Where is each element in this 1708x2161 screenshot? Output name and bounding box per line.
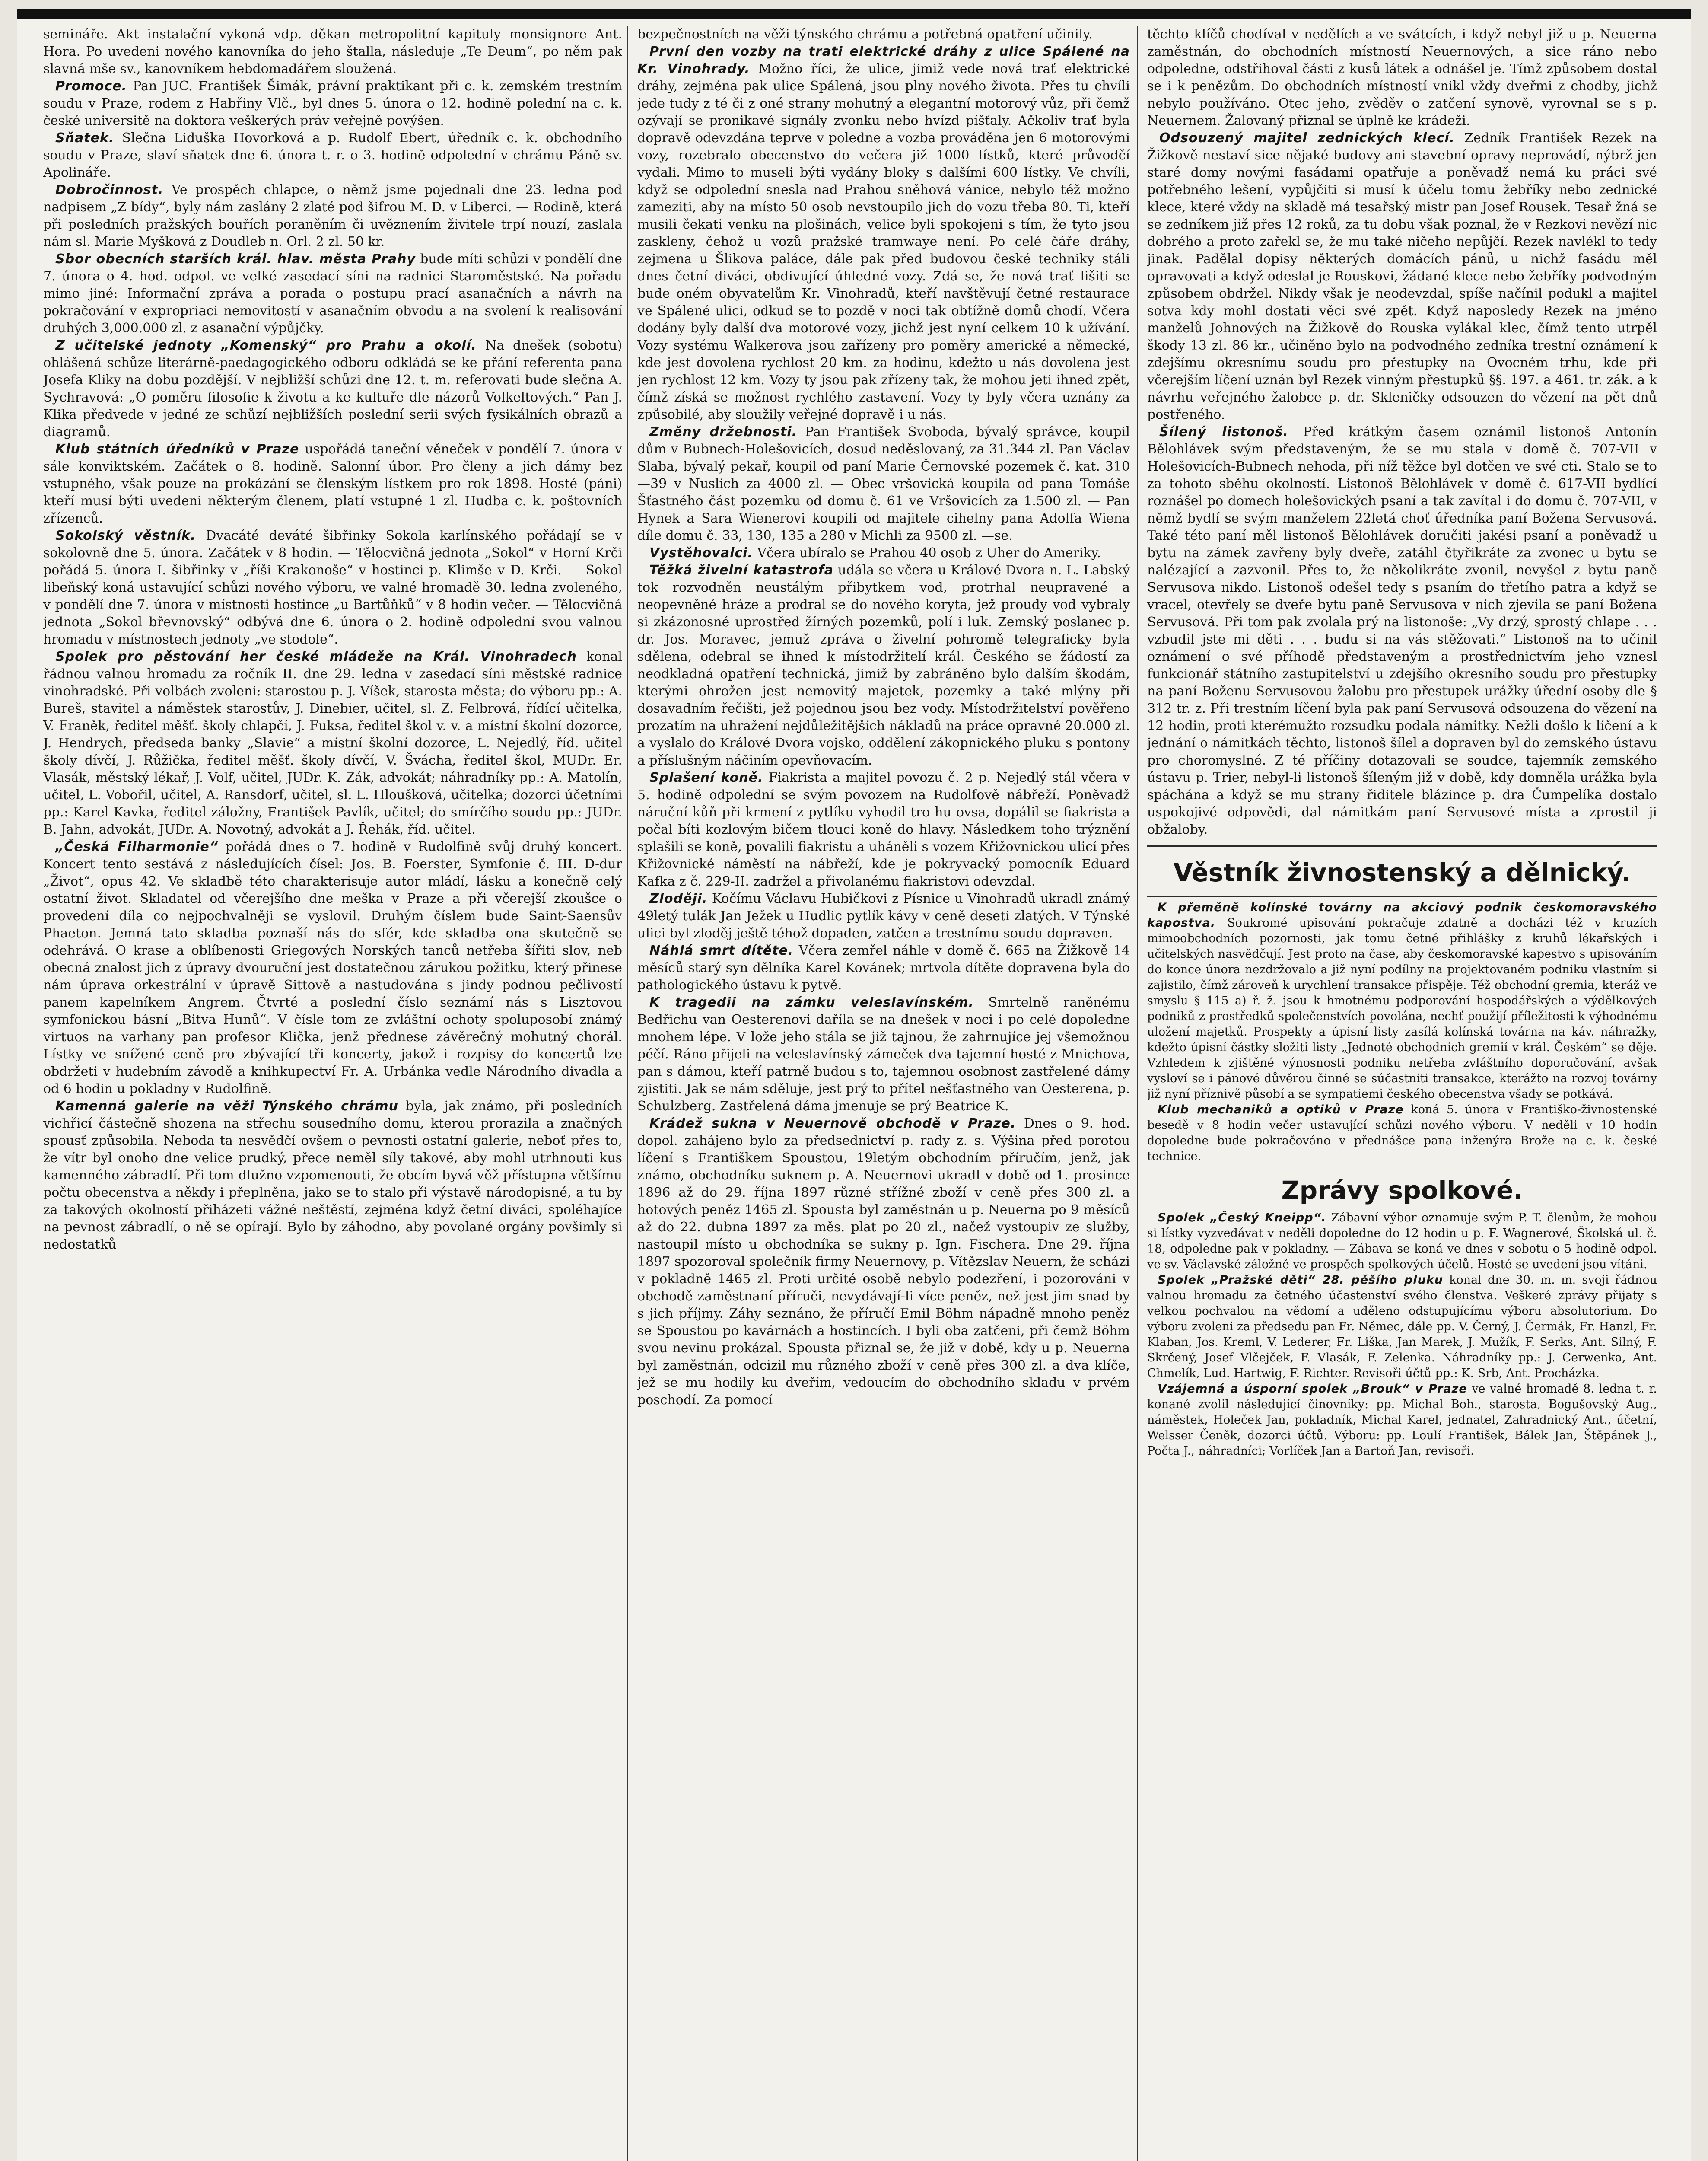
article-paragraph xyxy=(637,43,1130,424)
article-text: Dnes o 9. hod. dopol. zahájeno bylo za předsednictví p. rady z. s. Výšina před porotou líčení s Františkem Spoustou, 19letým obchodním příručím, jenž, jak známo, obchodníku suknem p. A. Neuernovi ukradl v době od 1. prosince 1896 až do 29. října 1897 různé střížné zboží v ceně přes 300 zl. a hotových peněz 1465 zl. Spousta byl zaměstnán u p. Neuerna po 9 měsíců až do 22. dubna 1897 za měs. plat po 20 zl., načež vystoupiv ze služby, nastoupil místo u obchodníka se sukny p. Ign. Fischera. Dne 29. října 1897 spozoroval společník firmy Neuernovy, p. Vítězslav Neuern, že scházi v pokladně 1465 zl. Proti určité osobě nebylo podezření, i pozorováni v obchodě zaměstnaní příruči, nevydávají-li více peněz, než jest jim snad by s jich příjmy. Záhy seznáno, že příručí Emil Böhm nápadně mnoho peněz se Spoustou po kavárnách a hostincích. I byli oba zatčeni, při čemž Böhm svou nevinu prokázal. Spousta přiznal se, že již v době, kdy u p. Neuerna byl zaměstnán, odcizil mu různého zboží v ceně přes 300 zl. a dva klíče, jež se mu hodily ku dveřím, vedoucím do obchodního skladu v prvém poschodí. Za pomocí xyxy=(637,1116,1130,1408)
article-text: byla, jak známo, při posledních vichřicí částečně shozena na střechu sousedního domu, kterou prorazila a značných spousť způsobila. Neboda ta nesvědčí ovšem o pevnosti ostatní galerie, neboť přes to, že vítr byl onoho dne velice prudký, přece neměl síly takové, aby mohl utrhnouti kus kamenného zábradlí. Při tom dlužno vzpomenouti, že obcím byvá věž přístupna většímu počtu obecenstva a někdy i přeplněna, jako se to stalo při výstavě národopisné, a tu by za takových okolností přiházeti vážné neštěstí, zejména když četní diváci, spoléhajíce na pevnost zábradlí, o ně se opírají. Bylo by záhodno, aby povolané orgány povšimly si nedostatků xyxy=(43,1099,622,1252)
article-text: těchto klíčů chodíval v nedělích a ve svátcích, i když nebyl již u p. Neuerna zaměstnán, do obchodních místností Neuernových, a sice ráno nebo odpoledne, odstřihoval části z kusů látek a odnášel je. Tímž způsobem dostal se i k penězům. Do obchodních místností vnikl vždy dveřmi z chodby, jichž nebylo používáno. Otec jeho, zvěděv o zatčení synově, vyrovnal se s p. Neuernem. Žalovaný přiznal se úplně ke krádeži. xyxy=(1147,27,1657,128)
article-text: Zábavní výbor oznamuje svým P. T. členům, že mohou si lístky vyzvedávat v neděli dopoledne do 12 hodin u p. F. Wagnerové, Školská ul. č. 18, odpoledne pak v pokladny. — Zábava se koná ve dnes v sobotu o 5 hodině odpol. ve sv. Václavské záložně ve prospěch spolkových účelů. Hosté se uvedení jsou vítáni. xyxy=(1147,1211,1657,1271)
article-paragraph xyxy=(43,1098,622,1253)
article-headline: Spolek pro pěstování her české mládeže na Král. Vinohradech xyxy=(55,649,577,664)
column-3-articles xyxy=(1147,26,1657,838)
article-headline: Spolek „Pražské děti“ 28. pěšího pluku xyxy=(1158,1273,1444,1287)
article-paragraph xyxy=(43,648,622,838)
article-text: bude míti schůzi v pondělí dne 7. února o 4. hod. odpol. ve velké zasedací síni na radnici Staroměstské. Na pořadu mimo jiné: Informační zpráva a porada o postupu prací asanačních a návrh na pokračování v expropriaci nemovitostí v asanačním obvodu a na svolení k realisování druhých 3,000.000 zl. z asanační výpůjčky. xyxy=(43,252,622,336)
article-headline: K přeměně kolínské továrny na akciový podnik českomoravského kapostva. xyxy=(1147,901,1657,930)
article-paragraph xyxy=(1147,1210,1657,1272)
article-paragraph xyxy=(637,562,1130,769)
column-divider xyxy=(1137,26,1138,2161)
section-title-spolky: Zprávy spolkové. xyxy=(1281,1176,1523,1205)
article-paragraph xyxy=(43,527,622,648)
article-headline: Sokolský věstník. xyxy=(55,528,196,543)
article-headline: Zloději. xyxy=(649,891,708,906)
article-paragraph xyxy=(43,130,622,182)
article-headline: Šílený listonoš. xyxy=(1159,424,1288,440)
article-headline: Klub státních úředníků v Praze xyxy=(55,442,299,457)
article-headline: „Česká Filharmonie“ xyxy=(55,839,219,854)
article-headline: Vzájemná a úsporní spolek „Brouk“ v Praze xyxy=(1158,1382,1467,1396)
article-paragraph xyxy=(1147,26,1657,130)
article-paragraph xyxy=(637,890,1130,942)
column-2 xyxy=(637,26,1130,2161)
article-text: Dvacáté deváté šibřinky Sokola karlínského pořádají se v sokolovně dne 5. února. Začátek v 8 hodin. — Tělocvičná jednota „Sokol“ v Horní Krči pořádá 5. února I. šibřinky v „říši Krakonoše“ v hostinci p. Klimše v D. Krči. — Sokol libeňský koná ustavující schůzi nového výboru, ve valné hromadě 30. ledna zvoleného, v pondělí dne 7. února v místnosti hostince „u Bartůňků“ v 8 hodin večer. — Tělocvičná jednota „Sokol břevnovský“ odbývá dne 6. února o 2. hodině odpolední svou valnou hromadu v místnostech jednoty „ve stodole“. xyxy=(43,528,622,647)
article-headline: První den vozby na trati elektrické dráhy z ulice Spálené na Kr. Vinohrady. xyxy=(637,44,1130,76)
article-paragraph xyxy=(1147,424,1657,838)
article-text: udála se včera u Králové Dvora n. L. Labský tok rozvodněn neustálým přibytkem vod, protrhal neupravené a neopevněné hráze a prodral se do nového koryta, jež proudy vod vybraly si zkázonosné uprostřed žírných pozemků, polí i luk. Zemský poslanec p. dr. Jos. Moravec, jemuž zpráva o živelní pohromě telegraficky byla sdělena, odebral se ihned k místodržitelí král. Českého se žádostí za neodkladná opatření technická, jimiž by zabráněno bylo dalším škodám, kterými ohrožen jest nemovitý majetek, pozemky a také mlýny při dosavadním řečišti, jež pojednou jsou bez vody. Místodržitelství pověřeno prozatím na uhražení nejdůležitějších nákladů na práce opravné 20.000 zl. a vyslalo do Králové Dvora vojsko, oddělení zákopnického pluku s pontony a příslušným náčiním opevňovacím. xyxy=(637,563,1130,768)
section-rule xyxy=(1147,896,1657,897)
article-paragraph xyxy=(637,26,1130,43)
article-headline: Vystěhovalci. xyxy=(649,545,753,561)
article-text: Zedník František Rezek na Žižkově nestaví sice nějaké budovy ani stavební opravy neprovádí, nýbrž jen staré domy novými fasádami opatřuje a poněvadž nemá ku práci své potřebného lešení, vypůjčiti si musí k účelu tomu žebříky nebo zednické klece, které vždy na skladě má tesařský mistr pan Josef Rousek. Tesař žná se se zedníkem již přes 12 roků, za tu dobu však poznal, že v Rezkovi nevězí nic dobrého a proto zařekl se, že mu také ničeho nepůjčí. Rezek navlékl to tedy jinak. Padělal dopisy některých domácích pánů, u nichž fasádu měl opravovati a když odeslal je Rouskovi, žádané klece nebo žebříky podvodným způsobem obdržel. Nikdy však je neodevzdal, spíše načínil podukl a majitel sotva kdy mohl dostati věci své zpět. Když naposledy Rezek na jméno manželů Johnových na Žižkově do Rouska vylákal klec, čímž tento utrpěl škody 13 zl. 86 kr., učiněno bylo na podvodného zedníka trestní oznámení k zdejšímu okresnímu soudu pro přestupky na Ovocném trhu, kde při včerejším líčení uznán byl Rezek vinným přestupků §§. 197. a 461. tr. zák. a k návrhu veřejného žalobce p. dr. Skleničky odsouzen do vězení na pět dnů postřeného. xyxy=(1147,131,1657,422)
article-paragraph xyxy=(43,441,622,527)
article-paragraph xyxy=(637,769,1130,890)
article-text: Možno říci, že ulice, jimiž vede nová trať elektrické dráhy, zejména pak ulice Spálená, jsou plny nového života. Přes tu chvíli jede tudy z té či z oné strany mohutný a elegantní motorový vůz, při čemž ozývají se pronikavé signály zvonku nebo hvízd píšťaly. Ačkoliv trať byla dopravě odevzdána teprve v poledne a vozba prováděna jen 6 motorovými vozy, rozebralo obecenstvo do večera již 1000 lístků, které průvodčí vydali. Mimo to museli býti vydány bloky s dalšími 600 lístky. Ve chvíli, když se odpolední snesla nad Prahou sněhová vánice, nebylo též možno zameziti, aby na místo 50 osob nevstoupilo jich do vozu třeba 80. Ti, kteří musili čekati venku na plošinách, velice byli spokojeni s tím, že tyto jsou zaskleny, čehož u vozů pražské tramwaye není. Po celé čáře dráhy, zejmena u Šlikova paláce, dále pak před budovou české techniky stáli dnes četní diváci, obdivující úhledné vozy. Zdá se, že nová trať lišiti se bude oném obyvatelům Kr. Vinohradů, kteří navštěvují četné restaurace ve Spálené ulici, odkud se to pozdě v noci tak obtížně domů chodí. Včera dodány byly další dva motorové vozy, jichž jest nyní celkem 10 k užívání. Vozy systému Walkerova jsou zařízeny pro poměry americké a německé, kde jest dovolena rychlost 20 km. za hodinu, kdežto u nás dovolena jest jen rychlost 12 km. Vozy ty jsou pak zřízeny tak, že mohou jeti ihned zpět, čímž získá se možnost rychlého zastavení. Vozy ty byly včera uznány za způsobilé, aby sloužily veřejné dopravě i u nás. xyxy=(637,61,1130,422)
article-paragraph xyxy=(637,942,1130,994)
article-text: seminářе. Akt instalační vykoná vdp. děkan metropolitní kapituly monsignore Ant. Hora. Po uvedeni nového kanovníka do jeho štalla, následuje „Te Deum“, po něm pak slavná mše sv., kanovníkem hebdomadářem sloužená. xyxy=(43,27,622,76)
article-text: bezpečnostních na věži týnského chrámu a potřebná opatření učinily. xyxy=(637,27,1093,42)
article-paragraph xyxy=(637,994,1130,1115)
article-headline: Těžká živelní katastrofa xyxy=(649,563,834,578)
article-headline: Sňatek. xyxy=(55,131,115,146)
column-divider xyxy=(627,26,628,2161)
article-paragraph xyxy=(43,838,622,1098)
article-headline: Splašení koně. xyxy=(649,770,763,785)
column-3 xyxy=(1147,26,1657,2161)
article-text: Pan František Svoboda, bývalý správce, koupil dům v Bubnech-Holešovicích, dosud neděslovaný, za 31.344 zl. Pan Václav Slaba, bývalý pekař, koupil od paní Marie Černovské pozemek č. kat. 310—39 v Nuslích za 4000 zl. — Obec vršovická koupila od pana Tomáše Šťastného část pozemku od domu č. 61 ve Vršovicích za 1.500 zl. — Pan Hynek a Sara Wienerovi koupili od majitele cihelny pana Adolfa Wiena díle domu č. 33, 130, 135 a 280 v Michli za 9500 zl. —se. xyxy=(637,424,1130,543)
article-paragraph xyxy=(1147,1272,1657,1381)
article-text: koná 5. února v Františko-živnostenské besedě v 8 hodin večer ustavující schůzi nového výboru. V neděli v 10 hodin dopoledne bude pokračováno v přednášce pana inženýra Brože na c. k. české technice. xyxy=(1147,1103,1657,1163)
article-text: konal řádnou valnou hromadu za ročník II. dne 29. ledna v zasedací síni městské radnice vinohradské. Při volbách zvoleni: starostou p. J. Víšek, starosta města; do výboru pp.: A. Bureš, stavitel a náměstek starostův, J. Dinebier, učitel, sl. Z. Felbrová, řídící učitelka, V. Franěk, ředitel měšť. školy chlapčí, J. Fuksa, ředitel škol v. v. a místní školní dozorce, J. Hendrych, předseda banky „Slavie“ a místní školní dozorce, L. Nejedlý, říd. učitel školy dívčí, J. Růžička, ředitel měšť. školy dívčí, V. Švácha, ředitel škol, MUDr. Er. Vlasák, městský lékař, J. Volf, učitel, JUDr. K. Zák, advokát; náhradníky pp.: A. Matolín, učitel, L. Vobořil, učitel, A. Ransdorf, učitel, sl. L. Hloušková, učitelka; dozorci účetními pp.: Karel Kavka, ředitel záložny, František Pavlík, učitel; do smírčího soudu pp.: JUDr. B. Jahn, advokát, JUDr. A. Novotný, advokát a J. Řehák, říd. učitel. xyxy=(43,649,622,837)
article-text: Včera zemřel náhle v domě č. 665 na Žižkově 14 měsíců starý syn dělníka Karel Kovánek; mrtvola dítěte dopravena byla do pathologického ústavu k pytvě. xyxy=(637,943,1130,993)
article-text: Smrtelně raněnému Bedřichu van Oesterenovi daříla se na dnešek v noci i po celé dopoledne mnohem lépe. V lože jeho stála se již tajnou, že zahrnujíce jej všemožnou péčí. Ráno přijeli na veleslavínský zámeček dva tajemní hosté z Mnichova, pan s dámou, kteří patrně budou s to, tajemnou osobnost zastřelené dámy zjistiti. Jak se nám sděluje, jest prý to přítel nešťastného van Oesterena, p. Schulzberg. Zastřelená dáma jmenuje se prý Beatrice K. xyxy=(637,995,1130,1114)
article-text: Fiakrista a majitel povozu č. 2 p. Nejedlý stál včera v 5. hodině odpolední se svým povozem na Rudolfově nábřeží. Poněvadž náruční kůň při krmení z pytlíku vyhodil tro hu ovsa, dopálil se fiakrista a počal bíti kozlovým bičem tlouci koně do hlavy. Následkem toho trýznění splašili se koně, povalili fiakristu a uháněli s vozem Křižovnickou ulicí přes Křižovnické náměstí na nábřeží, kde je pokryvacký pomocník Eduard Kafka z č. 229-II. zadržel a přivolanému fiakristovi odevzdal. xyxy=(637,770,1130,889)
article-paragraph xyxy=(1147,1381,1657,1459)
section-title-zivnost: Věstník živnostenský a dělnický. xyxy=(1173,858,1631,887)
section-rule xyxy=(1147,845,1657,847)
article-paragraph xyxy=(1147,1102,1657,1164)
article-headline: Změny držebnosti. xyxy=(649,424,797,440)
article-paragraph xyxy=(1147,130,1657,424)
zivnost-articles xyxy=(1147,900,1657,1164)
article-headline: Dobročinnost. xyxy=(55,182,164,198)
article-headline: Z učitelské jednoty „Komenský“ pro Prahu a okolí. xyxy=(55,338,477,353)
article-text: pořádá dnes o 7. hodině v Rudolfině svůj druhý koncert. Koncert tento sestává z následujících čísel: Jos. B. Foerster, Symfonie č. III. D-dur „Život“, opus 42. Ve skladbě této charakterisuje autor mládí, lásku a konečně celý ostatní život. Skladatel od včerejšího dne meška v Praze a při včerejší zkoušce o provedení díla co nejpochvalněji se vyslovil. Druhým číslem bude Saint-Saensův Phaeton. Jemná tato skladba poznaší nás do sfér, kde skladba ona skutečně se odehrává. O krase a oblíbenosti Griegových Norských tanců netřeba šířiti slov, neb obecná znalost jich z úpravy dvouruční jest dostatečnou zárukou požitku, který přinese nám úprava orkestrální v úpravě Sittově a nastudována s jindy podnou pečlivostí panem kapelníkem Angrem. Čtvrté a poslední číslo seznámí nás s Lisztovou symfonickou básní „Bitva Hunů“. V čísle tom ze zvláštní ochoty spoluposobí známý virtuos na varhany pan profesor Klička, jenž přednese závěrečný mohutný chorál. Lístky ve snížené ceně pro zbývající tři koncerty, jakož i rozpisy do koncertů lze obdržeti v hudebním závodě a knihkupectví Fr. A. Urbánka vedle Národního divadla a od 6 hodin u pokladny v Rudolfině. xyxy=(43,839,622,1096)
article-paragraph xyxy=(637,1115,1130,1409)
article-text: Soukromé upisování pokračuje zdatně a docházi též v kruzích mimoobchodních pozornosti, jak tomu četné přihlášky z kruhů lékařských i učitelských nasvědčují. Jest proto na čase, aby českomoravské kapestvo s upisováním do konce února nezdržovalo a již nyní podílny na projektovaném podniku vlastním si zajistilo, čímž zároveň k urychlení transakce přispěje. Též obchodní gremia, kteráž ve smyslu § 115 a) ř. ž. jsou k hmotnému podporování hospodářských a výdělkových podniků z prostředků společenstvích povolána, nechť použijí příležitosti k výhodnému uložení majetků. Prospekty a úpisní listy zasílá kolínská továrna na káv. náhražky, kdežto úpisní částky složiti listy „Jednoté obchodních gremií v král. Českém“ se děje. Vzhledem k zjištěné výnosnosti podniku netřeba zvláštního doporučování, avšak vysloví se i pánové důvěrou činné se súčastniti transakce, kterážto na rozvoj továrny již nyní příznivě působí a se sympatiemi českého obecenstva všady se potkává. xyxy=(1147,916,1657,1101)
article-paragraph xyxy=(43,337,622,441)
article-headline: Promoce. xyxy=(55,79,127,94)
scan-edge-top xyxy=(17,9,1691,19)
article-paragraph xyxy=(637,424,1130,545)
article-paragraph xyxy=(637,545,1130,562)
article-text: Pan JUC. František Šimák, právní praktikant při c. k. zemském trestním soudu v Praze, rodem z Habřiny Vlč., byl dnes 5. února o 12. hodině polední na c. k. české universitě na doktora veškerých práv veřejně povýšen. xyxy=(43,79,622,128)
article-text: ve valné hromadě 8. ledna t. r. konané zvolil následující činovníky: pp. Michal Boh., starosta, Bogušovský Aug., náměstek, Holeček Jan, pokladník, Michal Karel, jednatel, Zahradnický Ant., účetní, Welsser Čeněk, dozorci účtů. Výboru: pp. Loulí František, Bálek Jan, Štěpánek J., Počta J., náhradníci; Vorlíček Jan a Bartoň Jan, revisoři. xyxy=(1147,1382,1657,1458)
article-text: Slečna Liduška Hovorková a p. Rudolf Ebert, úředník c. k. obchodního soudu v Praze, slaví sňatek dne 6. února t. r. o 3. hodině odpolední v chrámu Páně sv. Apolináře. xyxy=(43,131,622,180)
article-headline: Náhlá smrt dítěte. xyxy=(649,943,794,958)
article-paragraph xyxy=(43,26,622,78)
newspaper-page xyxy=(17,9,1691,2161)
article-text: Před krátkým časem oznámil listonoš Antonín Bělohlávek svým představeným, že se mu stala v domě č. 707-VII v Holešovicích-Bubnech nehoda, při níž těžce byl dotčen ve své cti. Stalo se to za tohoto sběhu okolností. Listonoš Bělohlávek v domě č. 617-VII bydlící roznášel po domech holešovických psaní a tak zavítal i do domu č. 707-VII, v němž bydlí se svým manželem 22letá choť úředníka paní Božena Servusová. Také této paní měl listonoš Bělohlávek doručiti jakési psaní a poněvadž u bytu na zámek zavřeny byly dveře, zatáhl čtyřikráte za zvonec u bytu se nalézající a zazvonil. Přes to, že několikráte zvonil, nevyšel z bytu paně Servusova nikdo. Listonoš odešel tedy s psaním do třetího patra a když se vracel, otevřely se dveře bytu paně Servusova v nich zjevila se paní Božena Servusová. Při tom pak zvolala prý na listonoše: „Vy drzý, sprostý chlape . . . vzbudil jste mi děti . . . budu si na vás stěžovati.“ Listonoš na to učinil oznámení o své příhodě představeným a prostřednictvím jeho vznesl funkcionář státního zastupitelství u zdejšího okresního soudu pro přestupky na paní Boženu Servusovou žalobu pro přestupek urážky úřední osoby dle § 312 tr. z. Při trestním líčení byla pak paní Servusová odsouzena do vězení na 12 hodin, proti kterémužto rozsudku podala námitky. Nežli došlo k líčení a k jednání o námitkách těchto, listonoš šílel a dopraven byl do zemského ústavu pro choromyslné. Z té příčiny dotazovali se soudce, tajemník zemského ústavu p. Trier, nebyl-li listonoš šíleným již v době, kdy domněla urážka byla spáchána a když se mu strany řiditele blázince p. dra Čumpelíka dostalo uspokojivé odpovědi, dal námitkám paní Servusové místa a zprostil ji obžaloby. xyxy=(1147,424,1657,837)
article-headline: Klub mechaniků a optiků v Praze xyxy=(1158,1103,1404,1116)
article-paragraph xyxy=(43,182,622,251)
spolky-articles xyxy=(1147,1210,1657,1459)
article-headline: Krádež sukna v Neuernově obchodě v Praze. xyxy=(649,1116,1016,1131)
article-paragraph xyxy=(43,78,622,130)
article-headline: K tragedii na zámku veleslavínském. xyxy=(649,995,974,1010)
article-text: Kočímu Václavu Hubičkovi z Písnice u Vinohradů ukradl známý 49letý tulák Jan Ježek u Hudlic pytlík kávy v ceně deseti zlatých. V Týnské ulici byl zloděj ještě téhož dopaden, zatčen a trestnímu soudu dopraven. xyxy=(637,891,1130,941)
article-text: konal dne 30. m. m. svoji řádnou valnou hromadu za četného účastenství svého členstva. Veškeré zprávy přijaty s velkou pochvalou na vědomí a uděleno odstupujícímu výboru absolutorium. Do výboru zvoleni za předsedu pan Fr. Němec, dále pp. V. Černý, J. Čermák, Fr. Hanzl, Fr. Klaban, Jos. Kreml, V. Lederer, Fr. Liška, Jan Marek, J. Mužík, F. Serks, Ant. Silný, F. Skrčený, Josef Vlčejček, F. Vlasák, F. Zelenka. Náhradníky pp.: J. Cerwenka, Ant. Chmelík, Lud. Hartwig, F. Richter. Revisoři účtů pp.: K. Srb, Ant. Procházka. xyxy=(1147,1273,1657,1380)
article-paragraph xyxy=(1147,900,1657,1102)
article-text: uspořádá taneční věneček v pondělí 7. února v sále konviktském. Začátek o 8. hodině. Salonní úbor. Pro členy a jich dámy bez vstupného, však pouze na prokázání se členským lístkem pro rok 1898. Hosté (páni) kteří musí býti uvedeni některým členem, platí vstupné 1 zl. Hudba c. k. poštovních zřízenců. xyxy=(43,442,622,526)
article-paragraph xyxy=(43,251,622,337)
article-text: Ve prospěch chlapce, o němž jsme pojednali dne 23. ledna pod nadpisem „Z bídy“, byly nám zaslány 2 zlaté pod šifrou M. D. v Liberci. — Rodině, která při posledních pražských bouřích poraněním či uvěznením živitele trpí nouzí, zaslala nám sl. Marie Myšková z Doudleb n. Orl. 2 zl. 50 kr. xyxy=(43,182,622,249)
article-headline: Kamenná galerie na věži Týnského chrámu xyxy=(55,1099,398,1114)
article-headline: Odsouzený majitel zednických klecí. xyxy=(1159,131,1455,146)
article-headline: Sbor obecních starších král. hlav. města Prahy xyxy=(55,252,416,267)
article-text: Na dnešek (sobotu) ohlášená schůze literárně-paedagogického odboru odkládá se ke přání referenta pana Josefa Kliky na dobu pozdější. V nejbližší schůzi dne 12. t. m. referovati bude slečna A. Sychravová: „O poměru filosofie k životu a ke kultuře dle názorů Volkeltových.“ Pan J. Klika předvede v jedné ze schůzí nejbližších poslední serii svých fysikálních obrazů a diagramů. xyxy=(43,338,622,440)
column-1 xyxy=(43,26,622,2161)
article-text: Včera ubíralo se Prahou 40 osob z Uher do Ameriky. xyxy=(757,545,1101,561)
article-headline: Spolek „Český Kneipp“. xyxy=(1158,1211,1326,1224)
